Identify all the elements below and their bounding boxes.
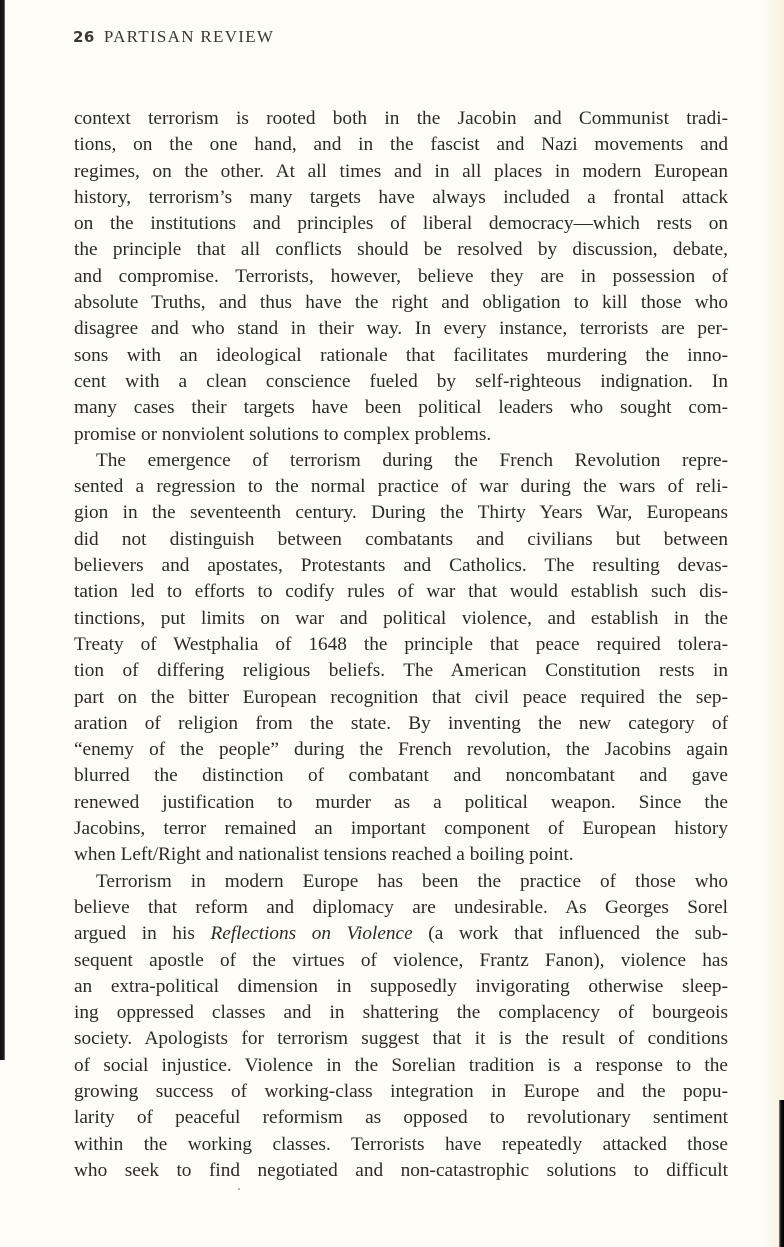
text-line: tions, on the one hand, and in the fascist and Nazi movements and bbox=[74, 134, 728, 156]
text-line: who seek to find negotiated and non-catastrophic solutions to difficult bbox=[74, 1159, 728, 1181]
text-line: sented a regression to the normal practice of war during the wars of reli- bbox=[74, 476, 728, 498]
text-line: cent with a clean conscience fueled by self-righteous indignation. In bbox=[74, 370, 728, 392]
paragraph bbox=[74, 448, 728, 869]
book-title-italic: Reflections on Violence bbox=[210, 923, 413, 945]
text-line: when Left/Right and nationalist tensions reached a boiling point. bbox=[74, 844, 574, 866]
text-fragment: argued in his bbox=[74, 923, 211, 945]
text-line: tion of differing religious beliefs. The American Constitution rests in bbox=[74, 660, 728, 682]
page-shade-right bbox=[762, 0, 784, 1247]
text-line: Jacobins, terror remained an important component of European history bbox=[74, 818, 728, 840]
text-line: regimes, on the other. At all times and in all places in modern European bbox=[74, 160, 728, 182]
text-line bbox=[74, 921, 728, 947]
page-binding-edge-left bbox=[0, 0, 5, 1060]
body-text bbox=[74, 106, 728, 1184]
text-line: history, terrorism’s many targets have always included a frontal attack bbox=[74, 186, 728, 208]
text-line: the principle that all conflicts should be resolved by discussion, debate, bbox=[74, 239, 728, 261]
text-line: and compromise. Terrorists, however, believe they are in possession of bbox=[74, 265, 728, 287]
text-line: tinctions, put limits on war and political violence, and establish in the bbox=[74, 607, 728, 629]
text-line: an extra-political dimension in supposedly invigorating otherwise sleep- bbox=[74, 975, 728, 997]
text-line: renewed justification to murder as a political weapon. Since the bbox=[74, 791, 728, 813]
text-line: within the working classes. Terrorists have repeatedly attacked those bbox=[74, 1133, 728, 1155]
text-line: Terrorism in modern Europe has been the practice of those who bbox=[96, 870, 728, 892]
text-line: ing oppressed classes and in shattering the complacency of bourgeois bbox=[74, 1002, 728, 1024]
page-binding-edge-right bbox=[779, 1100, 784, 1247]
text-line: gion in the seventeenth century. During the Thirty Years War, Europeans bbox=[74, 502, 728, 524]
journal-title: PARTISAN REVIEW bbox=[103, 27, 275, 46]
paragraph bbox=[74, 106, 728, 448]
text-line: society. Apologists for terrorism suggest that it is the result of conditions bbox=[74, 1028, 728, 1050]
text-line: part on the bitter European recognition that civil peace required the sep- bbox=[74, 686, 728, 708]
text-line: of social injustice. Violence in the Sorelian tradition is a response to the bbox=[74, 1054, 728, 1076]
text-line: “enemy of the people” during the French revolution, the Jacobins again bbox=[74, 739, 728, 761]
text-fragment: (a work that influenced the sub- bbox=[412, 923, 728, 945]
text-line: many cases their targets have been political leaders who sought com- bbox=[74, 397, 728, 419]
text-line: promise or nonviolent solutions to complex problems. bbox=[74, 423, 492, 445]
paragraph bbox=[74, 869, 728, 1185]
text-line: on the institutions and principles of liberal democracy—which rests on bbox=[74, 213, 728, 235]
text-line: absolute Truths, and thus have the right and obligation to kill those who bbox=[74, 292, 728, 314]
text-line: The emergence of terrorism during the French Revolution repre- bbox=[96, 449, 728, 471]
text-line: growing success of working-class integration in Europe and the popu- bbox=[74, 1080, 728, 1102]
text-line: aration of religion from the state. By inventing the new category of bbox=[74, 712, 728, 734]
text-line: disagree and who stand in their way. In every instance, terrorists are per- bbox=[74, 318, 728, 340]
text-line: believers and apostates, Protestants and Catholics. The resulting devas- bbox=[74, 555, 728, 577]
text-line: Treaty of Westphalia of 1648 the principle that peace required tolera- bbox=[74, 633, 728, 655]
text-line: sons with an ideological rationale that facilitates murdering the inno- bbox=[74, 344, 728, 366]
running-head bbox=[73, 27, 274, 47]
text-line: blurred the distinction of combatant and noncombatant and gave bbox=[74, 765, 728, 787]
text-line: believe that reform and diplomacy are undesirable. As Georges Sorel bbox=[74, 896, 728, 918]
text-line: sequent apostle of the virtues of violence, Frantz Fanon), violence has bbox=[74, 949, 728, 971]
text-line: context terrorism is rooted both in the Jacobin and Communist tradi- bbox=[74, 108, 728, 129]
text-line: tation led to efforts to codify rules of war that would establish such dis- bbox=[74, 581, 728, 603]
text-line: larity of peaceful reformism as opposed to revolutionary sentiment bbox=[74, 1107, 728, 1129]
text-line: did not distinguish between combatants and civilians but between bbox=[74, 528, 728, 550]
print-speck bbox=[238, 1188, 240, 1190]
page-number: 26 bbox=[73, 28, 95, 46]
